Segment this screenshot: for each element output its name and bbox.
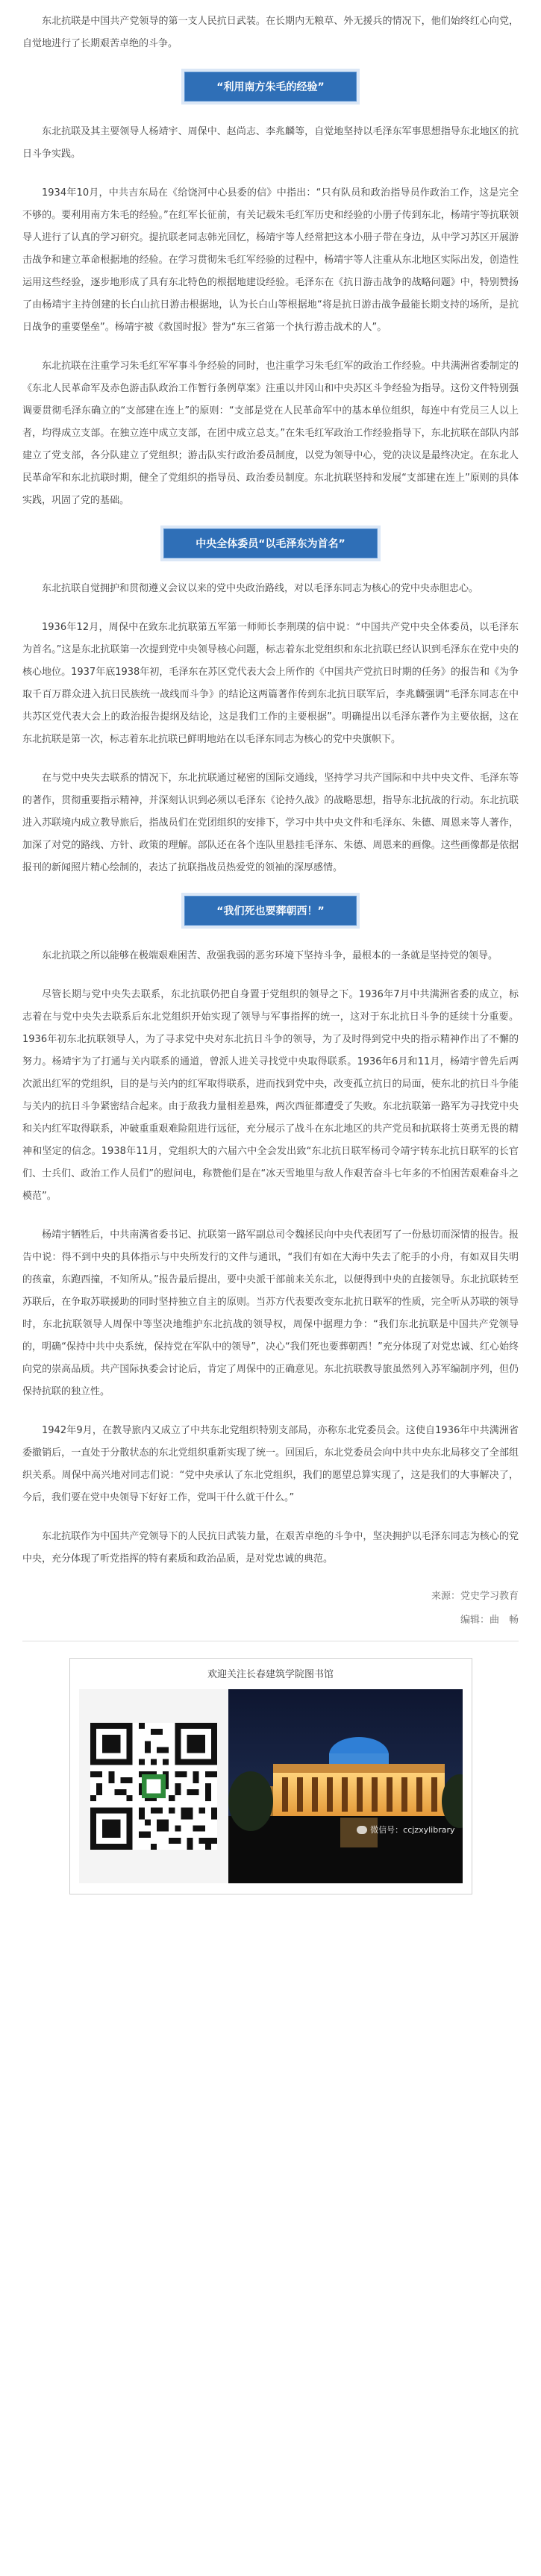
wechat-id-text: 微信号：ccjzxylibrary: [370, 1825, 455, 1835]
section-2-paragraph-1: 东北抗联自觉拥护和贯彻遵义会议以来的党中央政治路线，对以毛泽东同志为核心的党中央赤胆忠心。: [42, 583, 479, 594]
section-1-paragraph-2: 1934年10月，中共吉东局在《给饶河中心县委的信》中指出：“只有队员和政治指导员作政治工作，这是完全不够的。要利用南方朱毛的经验。”在红军长征前，有关记载朱毛红军历史和经验的小册子传到东北，杨靖宇等抗联领导人进行了认真的学习研究。提抗联老同志韩光回忆，杨靖宇等人经常把这本小册子带在身边，从中学习苏区开展游击战争和建立革命根据地的经验。在学习贯彻朱毛红军经验的过程中，杨靖宇等人注重从东北地区实际出发，创造性运用这些经验，逐步地形成了具有东北特色的根据地建设经验。毛泽东在《抗日游击战争的战略问题》中，特别赞扬了由杨靖宇主持创建的长白山抗日游击根据地，认为长白山等根据地“将是抗日游击战争最能长期支持的场所，是抗日战争的重要堡垒”。杨靖宇被《救国时报》誉为“东三省第一个执行游击战术的人”。: [22, 187, 519, 333]
section-heading-wrap: [22, 896, 519, 926]
section-3-paragraph-3: 杨靖宇牺牲后，中共南满省委书记、抗联第一路军副总司令魏拯民向中央代表团写了一份悬切而深情的报告。报告中说：得不到中央的具体指示与中央所发行的文件与通讯，“我们有如在大海中失去了舵手的小舟，有如双目失明的孩童，东跑西撞，不知所从。”报告最后提出，要中央派干部前来关东北，以便得到中央的直接领导。东北抗联转至苏联后，在争取苏联援助的同时坚持独立自主的原则。当苏方代表要改变东北抗日联军的性质，完全听从苏联的领导时，东北抗联领导人周保中等坚决地维护东北抗战的领导权，周保中据理力争：“我们东北抗联是中国共产党领导的，明确“保持中共中央系统，保持党在军队中的领导”，决心“我们死也要葬朝西！”充分体现了对党忠诚、红心始终向党的崇高品质。共产国际执委会讨论后，肯定了周保中的正确意见。东北抗联教导旅虽然列入苏军编制序列，但仍保持抗联的独立性。: [22, 1229, 519, 1397]
intro-paragraph: 东北抗联是中国共产党领导的第一支人民抗日武装。在长期内无粮草、外无援兵的情况下，他们始终红心向党，自觉地进行了长期艰苦卓绝的斗争。: [22, 16, 519, 49]
section-2-paragraph-2: 1936年12月，周保中在致东北抗联第五军第一师师长李荆璞的信中说：“中国共产党中央全体委员，以毛泽东为首名。”这是东北抗联第一次提到党中央领导核心问题，标志着东北党组织和东北抗联已经认识到毛泽东在党中央的核心地位。1937年底1938年初，毛泽东在苏区党代表大会上所作的《中国共产党抗日时期的任务》的报告和《为争取千百万群众进入抗日民族统一战线而斗争》的结论这两篇著作传到东北抗日联军后，李兆麟强调“毛泽东同志在中共苏区党代表大会上的政治报告提纲及结论，这是我们工作的主要根据”。明确提出以毛泽东著作为主要依据，这在东北抗联是第一次，标志着东北抗联已鲜明地站在以毛泽东同志为核心的党中央旗帜下。: [22, 622, 519, 745]
section-2-paragraph-3: 在与党中央失去联系的情况下，东北抗联通过秘密的国际交通线，坚持学习共产国际和中共中央文件、毛泽东等的著作，贯彻重要指示精神，并深刻认识到必须以毛泽东《论持久战》的战略思想，指导东北抗战的行动。东北抗联进入苏联境内成立教导旅后，指战员们在党团组织的安排下，学习中共中央文件和毛泽东、朱德、周恩来等人著作，加深了对党的路线、方针、政策的理解。部队还在各个连队里悬挂毛泽东、朱德、周恩来的画像。这些画像都是依据报刊的新闻照片精心绘制的，表达了抗联指战员热爱党的领袖的深厚感情。: [22, 773, 519, 873]
section-3-paragraph-1: 东北抗联之所以能够在极端艰难困苦、敌强我弱的恶劣环境下坚持斗争，最根本的一条就是坚持党的领导。: [42, 950, 498, 961]
section-3-paragraph-2: 尽管长期与党中央失去联系，东北抗联仍把自身置于党组织的领导之下。1936年7月中共满洲省委的成立，标志着在与党中央失去联系后东北党组织开始实现了领导与军事指挥的统一，这对于东北抗日斗争的延续十分重要。1936年初东北抗联领导人，为了寻求党中央对东北抗日斗争的领导，为了及时得到党中央的指示精神作出了不懈的努力。杨靖宇为了打通与关内联系的通道，曾派人进关寻找党中央取得联系。1936年6月和11月，杨靖宇曾先后两次派出红军的党组织，目的是与关内的红军取得联系，进而找到党中央，改变孤立抗日的局面，使东北的抗日斗争能与关内的抗日斗争紧密结合起来。由于敌我力量相差悬殊，两次西征都遭受了失败。东北抗联第一路军为寻找党中央和关内红军取得联系，冲破重重艰难险阻进行远征，充分展示了战斗在东北地区的共产党员和抗联将士英勇无畏的精神和坚定的信念。1938年11月，党组织大的六届六中全会发出致“东北抗日联军杨司令靖宇转东北抗日联军的长官们、士兵们、政治工作人员们”的慰问电，称赞他们是在“冰天雪地里与敌人作艰苦奋斗七年多的不怕困苦艰难奋斗之模范”。: [22, 989, 519, 1202]
qr-code-graphic: [90, 1723, 217, 1850]
section-1-paragraph-3: 东北抗联在注重学习朱毛红军军事斗争经验的同时，也注重学习朱毛红军的政治工作经验。中共满洲省委制定的《东北人民革命军及赤色游击队政治工作暂行条例草案》注重以井冈山和中央苏区斗争经验为指导。这份文件特别强调要贯彻毛泽东确立的“支部建在连上”的原则：“支部是党在人民革命军中的基本单位组织，每连中有党员三人以上者，均得成立支部。在独立连中成立支部，在团中成立总支。”在朱毛红军政治工作经验指导下，东北抗联在部队内部建立了党支部，各分队建立了党组织；游击队实行政治委员制度，以党为领导中心，党的决议是最终决定。在东北人民革命军和东北抗联时期，健全了党组织的指导员、政治委员制度。东北抗联坚持和发展“支部建在连上”原则的具体实践，巩固了党的基础。: [22, 361, 519, 506]
editor-line: 编辑：曲 畅: [460, 1615, 519, 1626]
section-heading-2: 中央全体委员“以毛泽东为首名”: [163, 528, 377, 558]
section-heading-wrap: [22, 72, 519, 102]
wechat-watermark: [357, 1824, 454, 1836]
section-3-paragraph-5: 东北抗联作为中国共产党领导下的人民抗日武装力量，在艰苦卓绝的斗争中，坚决拥护以毛泽东同志为核心的党中央，充分体现了听党指挥的特有素质和政治品质，是对党忠诚的典范。: [22, 1531, 519, 1565]
section-heading-1: “利用南方朱毛的经验”: [184, 72, 356, 102]
section-heading-wrap: [22, 528, 519, 558]
section-3-paragraph-4: 1942年9月，在教导旅内又成立了中共东北党组织特别支部局，亦称东北党委员会。这使自1936年中共满洲省委撤销后，一直处于分散状态的东北党组织重新实现了统一。回国后，东北党委员会向中共中央东北局移交了全部组织关系。周保中高兴地对同志们说：“党中央承认了东北党组织，我们的愿望总算实现了，这是我们的大事解决了，今后，我们要在党中央领导下好好工作，党叫干什么就干什么。”: [22, 1425, 519, 1503]
library-promo-card: [69, 1658, 472, 1894]
promo-title: 欢迎关注长春建筑学院图书馆: [207, 1669, 334, 1680]
section-heading-3: “我们死也要葬朝西！”: [184, 896, 356, 926]
promo-body: [79, 1689, 463, 1883]
qr-code-icon[interactable]: [79, 1689, 228, 1883]
library-photo-graphic: [228, 1689, 463, 1883]
library-building-photo: [228, 1689, 463, 1883]
wechat-icon: [357, 1826, 367, 1834]
section-1-paragraph-1: 东北抗联及其主要领导人杨靖宇、周保中、赵尚志、李兆麟等，自觉地坚持以毛泽东军事思想指导东北地区的抗日斗争实践。: [22, 126, 519, 160]
source-line: 来源：党史学习教育: [431, 1591, 519, 1602]
